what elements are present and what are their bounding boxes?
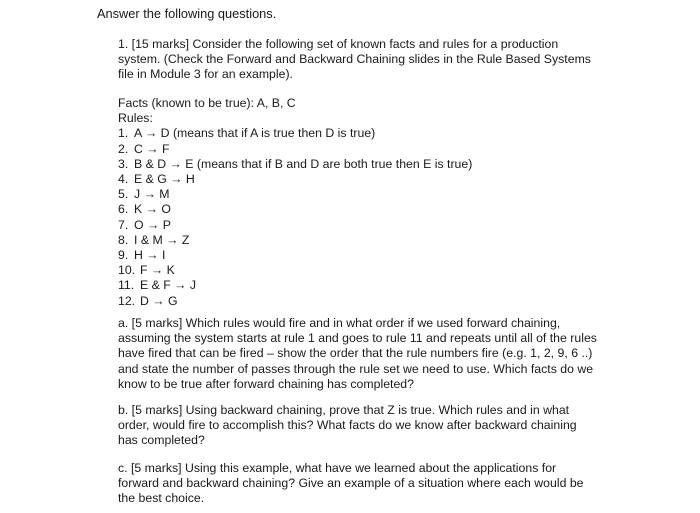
rule-number: 1. [118, 126, 129, 141]
rule-text: C → F [134, 141, 170, 156]
rule-item [118, 157, 598, 172]
part-b [118, 403, 598, 449]
rule-number: 12. [118, 293, 136, 308]
facts-and-rules [118, 96, 598, 309]
part-a [118, 316, 598, 392]
rule-number: 10. [118, 263, 136, 278]
rule-number: 2. [118, 141, 129, 156]
rule-text: F → K [140, 263, 175, 278]
rule-text: O → P [134, 217, 171, 232]
rule-text: D → G [140, 293, 178, 308]
rule-item [118, 278, 598, 293]
part-a-text: a. [5 marks] Which rules would fire and in what order if we used forward chaining, assuming the system starts at rule 1 and goes to rule 11 and repeats until all of the rules have fired that can be fired – show the order that the rule numbers fire (e.g. 1, 2, 9, 6 ..) and state the number of passes through the rule set we need to use. Which facts do we know to be true after forward chaining has completed? [118, 316, 597, 391]
rule-item [118, 187, 598, 202]
rule-item [118, 172, 598, 187]
facts-line: Facts (known to be true): A, B, C [118, 96, 296, 110]
rule-item [118, 126, 598, 141]
rule-item [118, 263, 598, 278]
rule-text: E & F → J [140, 278, 197, 293]
question-intro [118, 37, 598, 83]
rule-text: H → I [134, 248, 166, 263]
rules-list [118, 126, 598, 308]
rule-item [118, 202, 598, 217]
rule-text: K → O [134, 202, 171, 217]
rule-item [118, 294, 598, 309]
rule-number: 4. [118, 172, 129, 187]
question-intro-text: 1. [15 marks] Consider the following set of known facts and rules for a production system. (Check the Forward and Backward Chaining slides in the Rule Based Systems file in Module 3 for an example). [118, 37, 591, 82]
rule-number: 6. [118, 202, 129, 217]
rule-text: A → D (means that if A is true then D is true) [134, 126, 376, 141]
rule-number: 11. [118, 278, 135, 293]
rule-text: E & G → H [134, 172, 195, 187]
part-b-text: b. [5 marks] Using backward chaining, prove that Z is true. Which rules and in what order, would fire to accomplish this? What facts do we know after backward chaining has completed? [118, 403, 577, 448]
rule-item [118, 248, 598, 263]
rule-number: 3. [118, 156, 129, 171]
rule-text: I & M → Z [134, 232, 190, 247]
part-c-text: c. [5 marks] Using this example, what have we learned about the applications for forward and backward chaining? Give an example of a situation where each would be the best choice. [118, 461, 584, 506]
page-heading: Answer the following questions. [97, 6, 277, 21]
rules-label: Rules: [118, 111, 153, 126]
rule-number: 8. [118, 232, 129, 247]
rule-item [118, 218, 598, 233]
rule-text: B & D → E (means that if B and D are both true then E is true) [134, 156, 473, 171]
rule-item [118, 233, 598, 248]
rule-item [118, 142, 598, 157]
rule-number: 9. [118, 248, 129, 263]
rule-number: 7. [118, 217, 129, 232]
part-c [118, 461, 598, 507]
rule-text: J → M [134, 187, 170, 202]
rule-number: 5. [118, 187, 129, 202]
